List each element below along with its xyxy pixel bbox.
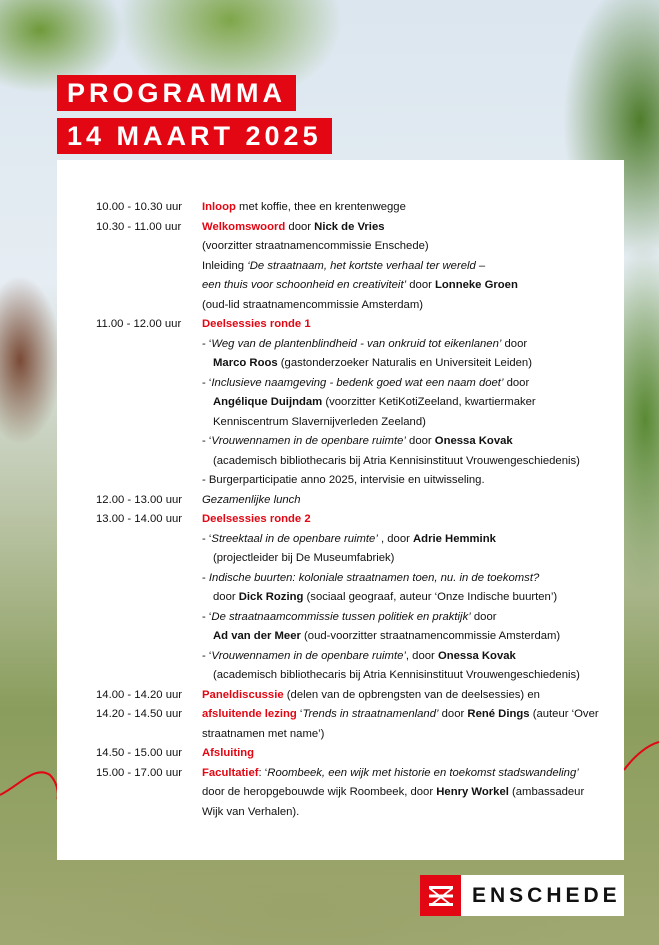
time-slot: 15.00 - 17.00 uur: [96, 766, 183, 779]
time-slot: 10.30 - 11.00 uur: [96, 220, 182, 233]
text-segment: (oud-voorzitter straatnamencommissie Amsterdam): [300, 630, 561, 642]
text-segment: Facultatief: [202, 766, 259, 779]
text-segment: Deelsessies ronde 2: [202, 513, 311, 525]
line-text: [202, 335, 527, 355]
schedule-line: [96, 764, 616, 784]
line-text: [202, 218, 385, 238]
text-segment: - ‘: [202, 337, 212, 350]
line-text: [202, 783, 584, 803]
text-segment: Wijk van Verhalen).: [202, 805, 300, 818]
text-segment: Vrouwennamen in de openbare ruimte’: [211, 649, 406, 662]
line-text: [213, 588, 557, 608]
schedule-line: [96, 335, 616, 355]
text-segment: (ambassadeur: [508, 786, 585, 798]
line-text: [202, 374, 529, 394]
text-segment: - ‘: [202, 376, 212, 389]
program-panel: [57, 160, 624, 860]
line-text: [202, 686, 540, 706]
text-segment: Dick Rozing: [238, 591, 304, 603]
text-segment: - ‘: [202, 532, 212, 545]
line-text: [202, 471, 485, 491]
enschede-logo: [420, 875, 624, 916]
text-segment: Vrouwennamen in de openbare ruimte’: [211, 435, 406, 447]
text-segment: Weg van de plantenblindheid - van onkruid tot eikenlanen’: [211, 337, 502, 350]
line-text: [202, 530, 496, 550]
schedule-line: [96, 588, 616, 608]
text-segment: Gezamenlijke lunch: [202, 493, 301, 506]
text-segment: - ‘: [202, 610, 212, 623]
text-segment: Nick de Vries: [314, 220, 385, 233]
text-segment: -: [202, 571, 209, 584]
text-segment: (academisch bibliothecaris bij Atria Kennisinstituut Vrouwengeschiedenis): [213, 669, 580, 681]
time-slot: 14.00 - 14.20 uur: [96, 688, 183, 701]
schedule-line: [96, 218, 616, 238]
time-slot: 14.20 - 14.50 uur: [96, 708, 183, 720]
schedule-line: [96, 549, 616, 569]
text-segment: met koffie, thee en krentenwegge: [235, 201, 406, 213]
text-segment: Onessa Kovak: [437, 649, 516, 662]
line-text: [213, 627, 560, 647]
text-segment: : ‘: [258, 766, 268, 779]
text-segment: Indische buurten: koloniale straatnamen toen, nu. in de toekomst?: [208, 571, 540, 584]
text-segment: Henry Workel: [436, 786, 509, 798]
text-segment: - Burgerparticipatie anno 2025, intervisie en uitwisseling.: [202, 474, 485, 486]
enschede-emblem-icon: [420, 875, 461, 916]
line-text: [202, 608, 496, 628]
line-text: [202, 764, 579, 784]
line-text: [202, 198, 406, 218]
schedule-line: [96, 354, 616, 374]
line-text: [202, 569, 539, 589]
schedule-line: [96, 237, 616, 257]
text-segment: (auteur ‘Over: [529, 708, 599, 720]
text-segment: Angélique Duijndam: [213, 396, 323, 408]
schedule-line: [96, 608, 616, 628]
schedule-line: [96, 666, 616, 686]
line-text: [202, 744, 254, 764]
text-segment: Paneldiscussie: [202, 688, 284, 701]
text-segment: door de heropgebouwde wijk Roombeek, door: [202, 786, 437, 798]
schedule-line: [96, 471, 616, 491]
text-segment: door: [285, 220, 315, 233]
text-segment: Roombeek, een wijk met historie en toekomst stadswandeling’: [267, 766, 579, 779]
text-segment: René Dings: [467, 708, 530, 720]
line-text: [213, 413, 426, 433]
event-date: 14 MAART 2025: [57, 118, 332, 154]
schedule-line: [96, 413, 616, 433]
line-text: [202, 725, 324, 745]
text-segment: straatnamen met name’): [202, 727, 325, 740]
text-segment: (voorzitter KetiKotiZeeland, kwartiermaker: [322, 396, 536, 408]
time-slot: 12.00 - 13.00 uur: [96, 493, 183, 506]
line-text: [202, 257, 485, 277]
schedule-line: [96, 198, 616, 218]
schedule-line: [96, 510, 616, 530]
text-segment: door: [406, 279, 435, 291]
text-segment: Streektaal in de openbare ruimte’: [211, 532, 378, 545]
schedule-line: [96, 393, 616, 413]
line-text: [202, 705, 599, 725]
text-segment: Ad van der Meer: [213, 630, 301, 642]
schedule-line: [96, 783, 616, 803]
text-segment: Onessa Kovak: [434, 435, 513, 447]
text-segment: Lonneke Groen: [435, 279, 518, 291]
text-segment: - ‘: [202, 649, 212, 662]
time-slot: 11.00 - 12.00 uur: [96, 318, 182, 330]
text-segment: door: [405, 435, 435, 447]
schedule-line: [96, 491, 616, 511]
text-segment: - ‘: [202, 435, 212, 447]
text-segment: , door: [377, 532, 414, 545]
schedule-line: [96, 627, 616, 647]
text-segment: (sociaal geograaf, auteur ‘Onze Indische buurten’): [303, 591, 558, 603]
line-text: [202, 510, 311, 530]
line-text: [202, 491, 301, 511]
text-segment: Afsluiting: [202, 747, 255, 759]
schedule-line: [96, 315, 616, 335]
text-segment: (academisch bibliothecaris bij Atria Kennisinstituut Vrouwengeschiedenis): [213, 454, 580, 467]
text-segment: Marco Roos: [213, 357, 278, 369]
schedule-line: [96, 296, 616, 316]
text-segment: Trends in straatnamenland’: [302, 708, 439, 720]
text-segment: door: [470, 610, 497, 623]
text-segment: door: [213, 591, 239, 603]
line-text: [202, 296, 423, 316]
text-segment: een thuis voor schoonheid en creativiteit’: [202, 279, 407, 291]
schedule-line: [96, 276, 616, 296]
line-text: [213, 393, 536, 413]
text-segment: door: [501, 337, 528, 350]
schedule-line: [96, 647, 616, 667]
text-segment: , door: [405, 649, 438, 662]
text-segment: (gastonderzoeker Naturalis en Universiteit Leiden): [277, 357, 532, 369]
text-segment: (delen van de opbrengsten van de deelsessies) en: [283, 688, 540, 701]
line-text: [213, 666, 580, 686]
text-segment: Inleiding: [202, 259, 248, 272]
text-segment: Inclusieve naamgeving - bedenk goed wat een naam doet’: [211, 376, 504, 389]
line-text: [202, 276, 518, 296]
text-segment: Deelsessies ronde 1: [202, 318, 311, 330]
text-segment: door: [503, 376, 530, 389]
time-slot: 13.00 - 14.00 uur: [96, 513, 183, 525]
line-text: [213, 549, 394, 569]
text-segment: Inloop: [202, 201, 236, 213]
text-segment: (voorzitter straatnamencommissie Enschede): [202, 240, 429, 252]
schedule-line: [96, 725, 616, 745]
text-segment: Adrie Hemmink: [413, 532, 496, 545]
schedule-line: [96, 530, 616, 550]
line-text: [202, 432, 513, 452]
programma-title: PROGRAMMA: [57, 75, 296, 111]
schedule-line: [96, 257, 616, 277]
schedule-line: [96, 432, 616, 452]
text-segment: (projectleider bij De Museumfabriek): [213, 552, 395, 564]
schedule-line: [96, 452, 616, 472]
text-segment: Welkomswoord: [202, 220, 286, 233]
text-segment: (oud-lid straatnamencommissie Amsterdam): [202, 298, 423, 311]
text-segment: door: [438, 708, 468, 720]
schedule-list: [96, 198, 616, 822]
brand-name: ENSCHEDE: [472, 883, 621, 907]
schedule-line: [96, 569, 616, 589]
line-text: [213, 452, 580, 472]
text-segment: ‘De straatnaam, het kortste verhaal ter wereld –: [247, 259, 486, 272]
schedule-line: [96, 705, 616, 725]
schedule-line: [96, 803, 616, 823]
text-segment: De straatnaamcommissie tussen politiek en praktijk’: [211, 610, 471, 623]
line-text: [202, 647, 516, 667]
schedule-line: [96, 686, 616, 706]
time-slot: 10.00 - 10.30 uur: [96, 201, 183, 213]
line-text: [202, 803, 299, 823]
text-segment: afsluitende lezing: [202, 708, 297, 720]
line-text: [202, 315, 311, 335]
line-text: [213, 354, 532, 374]
schedule-line: [96, 374, 616, 394]
text-segment: Kenniscentrum Slavernijverleden Zeeland): [213, 415, 426, 428]
time-slot: 14.50 - 15.00 uur: [96, 747, 183, 759]
line-text: [202, 237, 429, 257]
text-segment: ‘: [296, 708, 303, 720]
schedule-line: [96, 744, 616, 764]
